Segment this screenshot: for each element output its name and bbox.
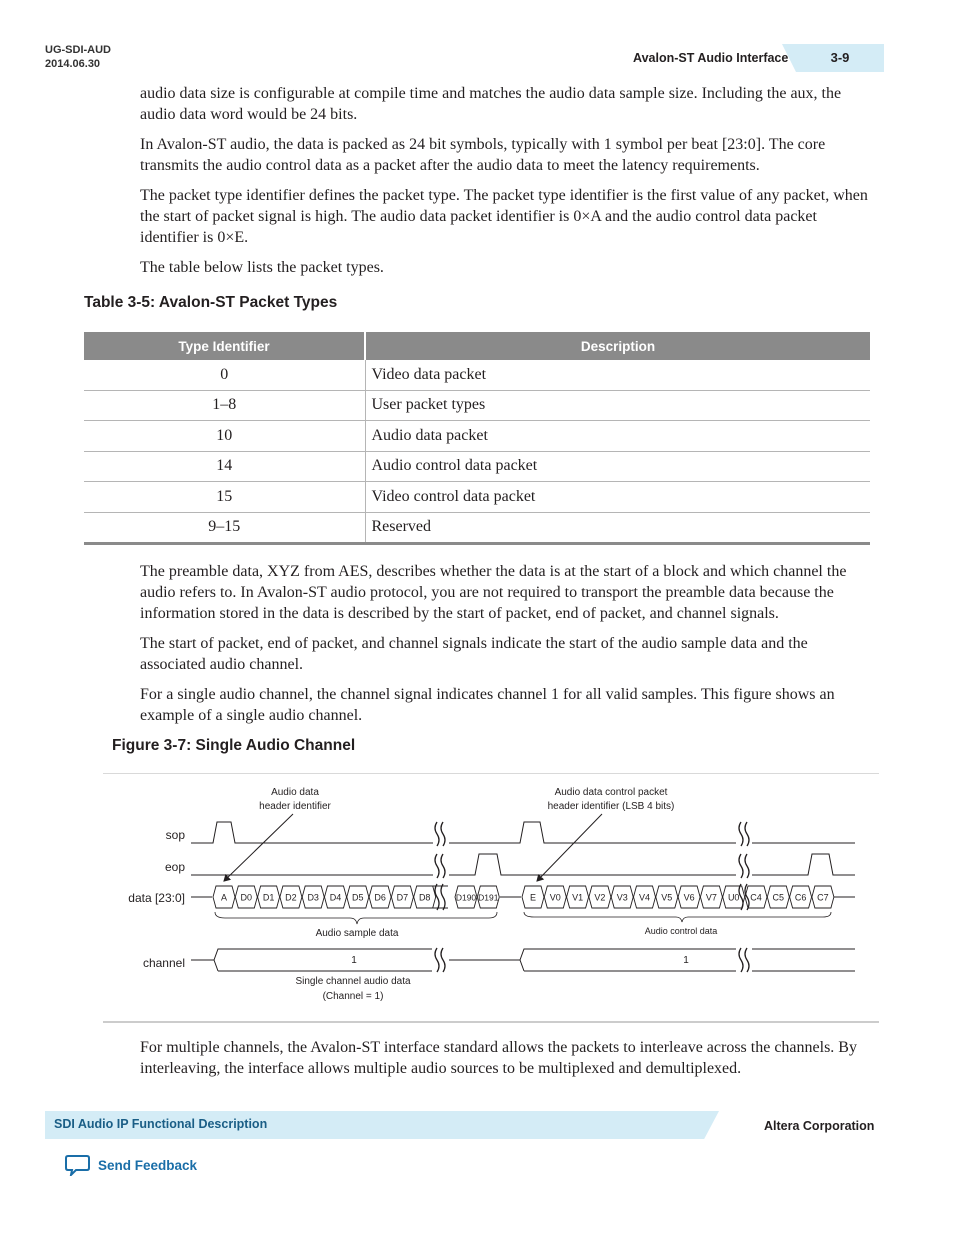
figure-caption: Figure 3-7: Single Audio Channel: [112, 737, 356, 754]
data-cell-label: E: [529, 892, 537, 903]
brace-label-audio-control: Audio control data: [644, 926, 718, 936]
figure-frame: [103, 773, 879, 1023]
data-cell-label: D6: [374, 892, 386, 903]
footer-corporation: Altera Corporation: [764, 1119, 875, 1133]
description-cell: Audio data packet: [365, 421, 870, 452]
description-cell: Reserved: [365, 512, 870, 544]
table-header-row: [84, 332, 870, 360]
data-cell-label: C4: [750, 892, 762, 903]
doc-number: UG-SDI-AUD: [45, 44, 111, 56]
type-cell: 0: [84, 360, 365, 390]
data-cell-label: V5: [661, 892, 673, 903]
speech-bubble-icon: [65, 1154, 90, 1176]
data-cell-label: D0: [240, 892, 253, 903]
data-cell-label: V2: [594, 892, 606, 903]
channel-value-left: 1: [351, 955, 357, 966]
data-cell-label: V3: [616, 892, 628, 903]
annotation-control-header-line1: Audio data control packet: [554, 787, 668, 798]
description-cell: Video control data packet: [365, 482, 870, 513]
signal-label-data: data [23:0]: [128, 891, 185, 905]
data-cell-label: D1: [262, 892, 275, 903]
column-header-description: Description: [365, 332, 870, 360]
table-caption: Table 3-5: Avalon-ST Packet Types: [84, 294, 338, 311]
data-cell-label: D190: [455, 892, 477, 903]
table-row: [84, 421, 870, 452]
paragraph-signals: The start of packet, end of packet, and channel signals indicate the start of the audio sample data and the associated audio channel.: [140, 635, 808, 673]
paragraph-packet-identifier: The packet type identifier defines the packet type. The packet type identifier is the first value of any packet, when the start of packet signal is high. The audio data packet identifier is 0×A and the audio control data packet identifier is 0×E.: [140, 187, 868, 246]
column-header-type: Type Identifier: [84, 332, 365, 360]
signal-label-sop: sop: [165, 828, 185, 842]
paragraph-audio-size: audio data size is configurable at compile time and matches the audio data sample size. Including the aux, the audio data word would be 24 bits.: [140, 85, 842, 123]
data-cell-label: D5: [352, 892, 364, 903]
packet-types-table: [84, 332, 870, 545]
data-cell-label: V1: [572, 892, 584, 903]
table-row: [84, 482, 870, 513]
page-number: 3-9: [796, 44, 884, 72]
channel-value-right: 1: [683, 955, 689, 966]
type-cell: 10: [84, 421, 365, 452]
type-cell: 9–15: [84, 512, 365, 544]
data-cell-label: C7: [817, 892, 829, 903]
data-cell-label: D8: [418, 892, 431, 903]
table-row: [84, 390, 870, 421]
data-cell-label: D191: [478, 892, 499, 903]
header-section-title: Avalon-ST Audio Interface: [633, 51, 789, 65]
annotation-audio-header-line2: header identifier: [259, 801, 331, 812]
signal-label-eop: eop: [164, 860, 185, 874]
data-cell-label: V4: [638, 892, 651, 903]
type-cell: 15: [84, 482, 365, 513]
data-cell-label: V6: [683, 892, 695, 903]
data-cell-label: D2: [285, 892, 297, 903]
send-feedback-link[interactable]: [65, 1154, 197, 1176]
annotation-control-header-line2: header identifier (LSB 4 bits): [547, 801, 675, 812]
data-cell-label: U0: [727, 892, 740, 903]
channel-note-line2: (Channel = 1): [322, 991, 384, 1002]
brace-label-audio-sample: Audio sample data: [315, 928, 399, 939]
data-cell-label: D7: [396, 892, 409, 903]
paragraph-single-channel: For a single audio channel, the channel signal indicates channel 1 for all valid samples. This figure shows an example of a single audio channel.: [140, 686, 835, 724]
table-row: [84, 451, 870, 482]
data-cell-label: D4: [329, 892, 342, 903]
channel-note-line1: Single channel audio data: [295, 976, 411, 987]
signal-label-channel: channel: [142, 956, 185, 970]
description-cell: Video data packet: [365, 360, 870, 390]
data-cell-label: C5: [772, 892, 785, 903]
document-id: [45, 43, 111, 71]
data-cell-label: V7: [705, 892, 717, 903]
paragraph-multiple-channels: For multiple channels, the Avalon-ST interface standard allows the packets to interleave across the channels. By interleaving, the interface allows multiple audio sources to be multiplexed and demultiplexed.: [140, 1039, 857, 1077]
type-cell: 1–8: [84, 390, 365, 421]
paragraph-table-intro: The table below lists the packet types.: [140, 259, 384, 276]
footer-section-title: SDI Audio IP Functional Description: [54, 1117, 268, 1131]
data-cell-label: C6: [794, 892, 807, 903]
data-cell-label: D3: [307, 892, 319, 903]
description-cell: User packet types: [365, 390, 870, 421]
table-row: [84, 512, 870, 544]
send-feedback-text[interactable]: Send Feedback: [98, 1157, 198, 1173]
description-cell: Audio control data packet: [365, 451, 870, 482]
type-cell: 14: [84, 451, 365, 482]
data-cell-label: V0: [549, 892, 561, 903]
paragraph-packing: In Avalon-ST audio, the data is packed as 24 bit symbols, typically with 1 symbol per beat [23:0]. The core transmits the audio control data as a packet after the audio data to meet the latency requirements.: [140, 136, 826, 174]
data-cell-label: A: [220, 892, 228, 903]
annotation-audio-header-line1: Audio data: [271, 787, 319, 798]
table-row: [84, 360, 870, 390]
doc-date: 2014.06.30: [45, 58, 101, 70]
paragraph-preamble: The preamble data, XYZ from AES, describes whether the data is at the start of a block and which channel the audio refers to. In Avalon-ST audio protocol, you are not required to transport the preamble data because the information stored in the data is described by the start of packet, end of packet, and channel signals.: [140, 563, 847, 622]
